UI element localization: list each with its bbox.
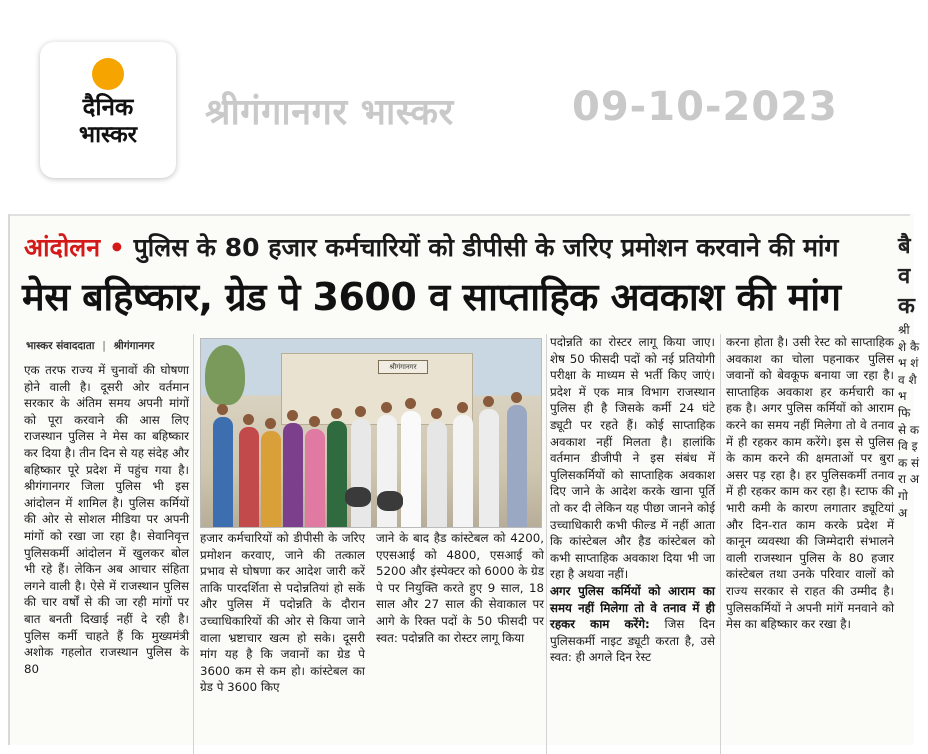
column-text: करना होता है। उसी रेस्ट को साप्ताहिक अवकाश का चोला पहनाकर पुलिस जवानों को बेवकूफ बनाया जा रहा है। साप्ताहिक अवकाश हर कर्मचारी का हक है। अगर पुलिस कर्मियों को आराम करने का समय नहीं मिलेगा तो वे तनाव में ही रहकर काम करेंगे। इस से पुलिस के काम करने की क्षमताओं पर बुरा असर पड़ रहा है। हर पुलिसकर्मी तनाव में ही रहकर काम कर रहा है। स्टाफ की भारी कमी के कारण लगातार ड्यूटियां और दिन-रात काम करके प्रदेश में कानून व्यवस्था की जिम्मेदारी संभालने वाली राजस्थान पुलिस के 80 हजार कांस्टेबल तथा उनके परिवार वालों को राज्य सरकार से राहत की उम्मीद है। पुलिसकर्मियों ने अपनी मांगें मनवाने को मेस का बहिष्कार कर रखा है। bbox=[726, 335, 894, 632]
headline: मेस बहिष्कार, ग्रेड पे 3600 व साप्ताहिक अवकाश की मांग bbox=[22, 275, 841, 319]
person-head bbox=[381, 402, 392, 413]
byline-separator: | bbox=[102, 340, 106, 352]
byline-place: श्रीगंगानगर bbox=[113, 340, 155, 352]
article-column-1 bbox=[24, 362, 189, 677]
person-head bbox=[287, 410, 298, 421]
news-clipping bbox=[8, 214, 920, 745]
person-head bbox=[265, 418, 276, 429]
person-head bbox=[331, 408, 342, 419]
person-head bbox=[217, 404, 228, 415]
edition-title: श्रीगंगानगर भास्कर bbox=[205, 92, 454, 133]
person-figure bbox=[305, 429, 325, 527]
column-rule bbox=[193, 334, 194, 754]
kicker-line bbox=[24, 232, 838, 264]
kicker-bullet: • bbox=[108, 233, 125, 262]
sun-icon bbox=[92, 58, 124, 90]
article-column-5 bbox=[726, 334, 894, 633]
person-head bbox=[309, 416, 320, 427]
person-head bbox=[511, 392, 522, 403]
cutoff-headline-fragment: बै bbox=[898, 234, 911, 259]
station-name-board: श्रीगंगानगर bbox=[378, 360, 428, 374]
person-figure bbox=[507, 405, 527, 527]
cutoff-text-fragment: श्री शे कै भ शं व शै भ फि से क वि इ क सं रा अ गो अ bbox=[898, 323, 920, 520]
person-head bbox=[405, 398, 416, 409]
person-figure bbox=[327, 421, 347, 527]
logo-line-1: दैनिक bbox=[82, 93, 134, 121]
article-column-3 bbox=[376, 530, 544, 646]
person-figure bbox=[479, 409, 499, 527]
person-head bbox=[243, 414, 254, 425]
column-text: पदोन्नति का रोस्टर लागू किया जाए। शेष 50 फीसदी पदों को नई प्रतियोगी परीक्षा के माध्यम से भर्ती किए जाएं। प्रदेश में एक मात्र विभाग राजस्थान पुलिस ही है जिसके कर्मी 24 घंटे ड्यूटी पर रहते हैं। कोई साप्ताहिक अवकाश नहीं मिलता है। हालांकि वर्तमान डीजीपी ने इस संबंध में पुलिसकर्मियों को साप्ताहिक अवकाश दिए जाने के आदेश करके खाना पूर्ति तो कर दी लेकिन यह पीछा जानने कोई उच्चाधिकारी कभी फील्ड में नहीं आता कि कांस्टेबल और हैड कांस्टेबल को कभी साप्ताहिक अवकाश दिया भी जा रहा है अथवा नहीं। bbox=[550, 335, 715, 582]
person-head bbox=[483, 396, 494, 407]
cutoff-headline-fragment: व bbox=[898, 264, 911, 289]
byline-reporter: भास्कर संवाददाता bbox=[26, 340, 95, 352]
person-figure bbox=[427, 421, 447, 527]
person-figure bbox=[401, 411, 421, 527]
person-figure bbox=[453, 415, 473, 527]
byline bbox=[26, 339, 158, 353]
person-figure bbox=[351, 419, 371, 527]
tree-shape bbox=[205, 345, 245, 405]
clipping-top-rule bbox=[10, 214, 910, 216]
column-rule bbox=[720, 334, 721, 754]
person-figure bbox=[283, 423, 303, 527]
column-text: जाने के बाद हैड कांस्टेबल को 4200, एएसआई को 4800, एसआई को 5200 और इंस्पेक्टर को 6000 के ग्रेड पे पर नियुक्ति करते हुए 9 साल, 18 साल और 27 साल की सेवाकाल पर आगे के रिक्त पदों के 50 फीसदी पर स्वत: पदोन्नति का रोस्टर लागू किया bbox=[376, 531, 544, 645]
article-column-4 bbox=[550, 334, 715, 666]
cooking-pot bbox=[377, 491, 403, 511]
person-head bbox=[431, 408, 442, 419]
person-figure bbox=[213, 417, 233, 527]
article-column-2 bbox=[200, 530, 365, 696]
dainik-bhaskar-logo bbox=[40, 42, 176, 178]
column-text: जिस दिन पुलिसकर्मी नाइट ड्यूटी करता है, उसे स्वत: ही अगले दिन रेस्ट bbox=[550, 617, 716, 665]
cutoff-headline-fragment: क bbox=[898, 294, 915, 319]
logo-line-2: भास्कर bbox=[78, 122, 138, 148]
column-text: एक तरफ राज्य में चुनावों की घोषणा होने वाली है। दूसरी ओर वर्तमान सरकार के अंतिम समय अपनी मांगों को पूरा करवाने की आस लिए राजस्थान पुलिस ने मेस का बहिष्कार कर दिया है। तीन दिन से यह संदेह और बहिष्कार पूरे प्रदेश में पहुंच गया है। श्रीगंगानगर जिला पुलिस भी इस आंदोलन में शामिल है। पुलिस कर्मियों की ओर से सोशल मीडिया पर अपनी मांगों को रखा जा रहा है। सेवानिवृत्त पुलिसकर्मी आंदोलन में खुलकर बोल भी रहे हैं। लेकिन अब आचार संहिता लगने वाली है। ऐसे में राजस्थान पुलिस की चार वर्षों से की जा रही मांगों पर बात बनती दिखाई नहीं दे रही है। पुलिस कर्मी चाहते हैं कि मुख्यमंत्री अशोक गहलोत राजस्थान पुलिस के 80 bbox=[24, 363, 189, 676]
person-head bbox=[457, 402, 468, 413]
police-station-building bbox=[281, 353, 473, 425]
adjacent-article-cutoff bbox=[898, 232, 928, 521]
person-head bbox=[355, 406, 366, 417]
protest-photo bbox=[200, 338, 542, 528]
column-text: हजार कर्मचारियों को डीपीसी के जरिए प्रमोशन करवाए, जाने की तत्काल प्रभाव से घोषणा कर आदेश जारी करें ताकि पारदर्शिता से पदोन्नतियां हो सकें और पुलिस में पदोन्नति के दौरान उच्चाधिकारियों की ओर से किया जाने वाला भ्रष्टाचार खत्म हो सके। दूसरी मांग यह है कि जवानों का ग्रेड पे 3600 कम से कम हो। कांस्टेबल का ग्रेड पे 3600 किए bbox=[200, 531, 365, 695]
person-figure bbox=[239, 427, 259, 527]
kicker-label: आंदोलन bbox=[24, 233, 101, 262]
column-rule bbox=[546, 334, 547, 754]
cooking-pot bbox=[345, 487, 371, 507]
column-subhead: अगर पुलिस कर्मियों को आराम का समय नहीं मिलेगा तो वे तनाव में ही रहकर काम करेंगे: bbox=[550, 583, 715, 632]
kicker-text: पुलिस के 80 हजार कर्मचारियों को डीपीसी के जरिए प्रमोशन करवाने की मांग bbox=[133, 233, 839, 262]
edition-date: 09-10-2023 bbox=[572, 84, 838, 130]
person-figure bbox=[261, 431, 281, 527]
